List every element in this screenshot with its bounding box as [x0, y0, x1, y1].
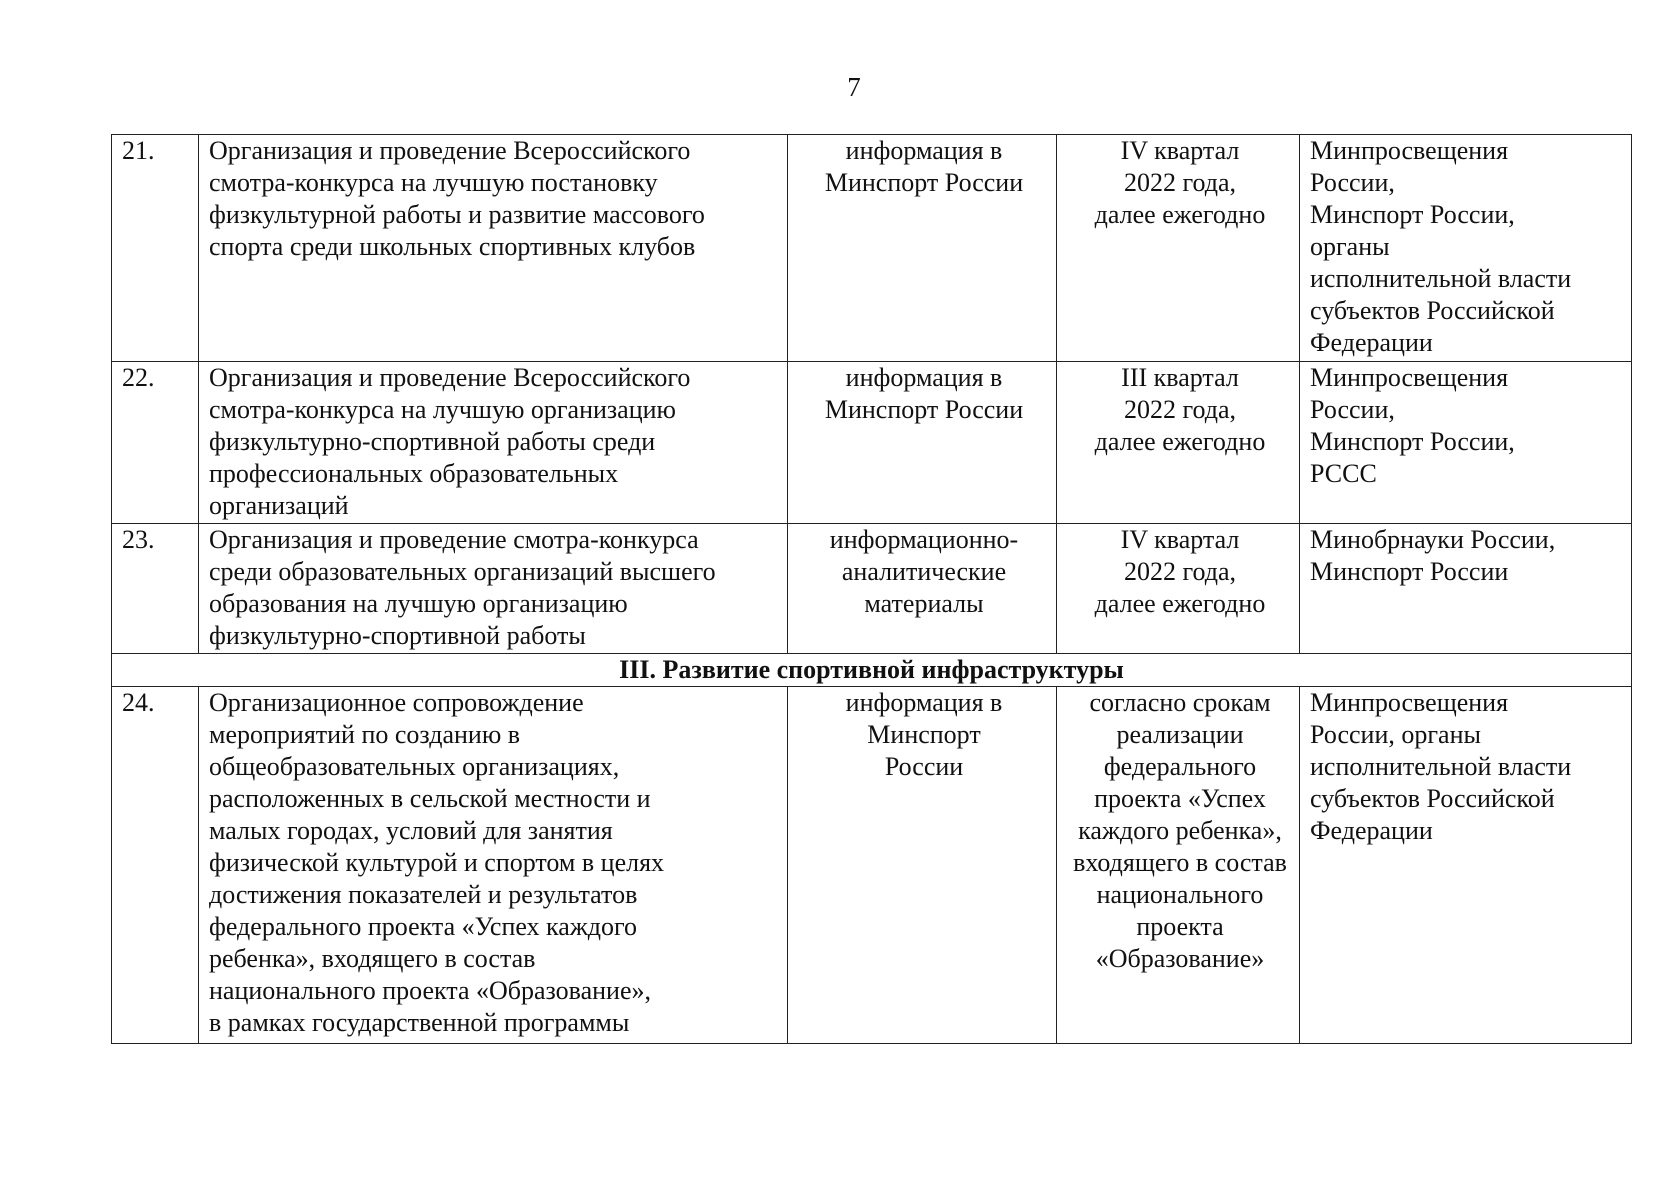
- deadline: III квартал 2022 года, далее ежегодно: [1057, 362, 1300, 524]
- row-number: 22.: [112, 362, 199, 524]
- table-row: [112, 524, 1632, 654]
- section-header-row: [112, 654, 1632, 687]
- responsible-executors: Минпросвещения России, Минспорт России, органы исполнительной власти субъектов Российской Федерации: [1300, 135, 1632, 362]
- table-row: [112, 135, 1632, 362]
- page-number: 7: [847, 72, 861, 102]
- action-plan-table: [111, 134, 1632, 1044]
- event-description: Организация и проведение смотра-конкурса среди образовательных организаций высшего образования на лучшую организацию физкультурно-спортивной работы: [199, 524, 788, 654]
- deadline: согласно срокам реализации федерального проекта «Успех каждого ребенка», входящего в состав национального проекта «Образование»: [1057, 687, 1300, 1044]
- expected-result: информация в Минспорт России: [788, 135, 1057, 362]
- deadline: IV квартал 2022 года, далее ежегодно: [1057, 524, 1300, 654]
- section-title: III. Развитие спортивной инфраструктуры: [112, 654, 1632, 687]
- expected-result: информация в Минспорт России: [788, 687, 1057, 1044]
- table-row: [112, 687, 1632, 1044]
- row-number: 23.: [112, 524, 199, 654]
- responsible-executors: Минпросвещения России, Минспорт России, РССС: [1300, 362, 1632, 524]
- event-description: Организация и проведение Всероссийского смотра-конкурса на лучшую организацию физкультурно-спортивной работы среди профессиональных образовательных организаций: [199, 362, 788, 524]
- row-number: 24.: [112, 687, 199, 1044]
- table-row: [112, 362, 1632, 524]
- event-description: Организационное сопровождение мероприятий по созданию в общеобразовательных организациях, расположенных в сельской местности и малых городах, условий для занятия физической культурой и спортом в целях достижения показателей и результатов федерального проекта «Успех каждого ребенка», входящего в состав национального проекта «Образование», в рамках государственной программы: [199, 687, 788, 1044]
- expected-result: информационно- аналитические материалы: [788, 524, 1057, 654]
- responsible-executors: Минпросвещения России, органы исполнительной власти субъектов Российской Федерации: [1300, 687, 1632, 1044]
- responsible-executors: Минобрнауки России, Минспорт России: [1300, 524, 1632, 654]
- event-description: Организация и проведение Всероссийского смотра-конкурса на лучшую постановку физкультурной работы и развитие массового спорта среди школьных спортивных клубов: [199, 135, 788, 362]
- row-number: 21.: [112, 135, 199, 362]
- expected-result: информация в Минспорт России: [788, 362, 1057, 524]
- deadline: IV квартал 2022 года, далее ежегодно: [1057, 135, 1300, 362]
